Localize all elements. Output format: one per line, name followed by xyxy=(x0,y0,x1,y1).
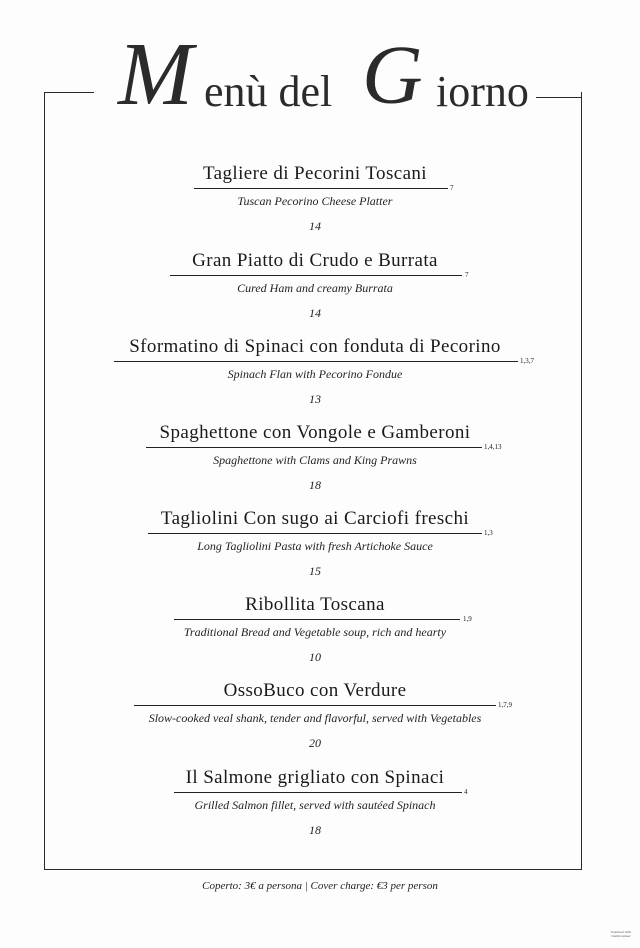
dish-name: Sformatino di Spinaci con fonduta di Pecorino xyxy=(129,336,501,357)
menu-item xyxy=(50,767,580,838)
dish-description: Tuscan Pecorino Cheese Platter xyxy=(237,194,393,208)
title-initial-g: G xyxy=(362,29,423,122)
allergen-codes: 4 xyxy=(464,788,468,796)
dish-description: Grilled Salmon fillet, served with sautéed Spinach xyxy=(194,798,436,812)
dish-underline xyxy=(148,533,482,534)
dish-name: OssoBuco con Verdure xyxy=(223,680,407,701)
allergen-codes: 1,4,13 xyxy=(484,443,502,451)
menu-item xyxy=(50,422,580,493)
dish-description: Cured Ham and creamy Burrata xyxy=(237,281,393,295)
dish-underline xyxy=(174,792,462,793)
allergen-codes: 1,3 xyxy=(484,529,493,537)
dish-name: Gran Piatto di Crudo e Burrata xyxy=(192,250,438,271)
frame-top-right-line xyxy=(536,97,582,98)
dish-underline xyxy=(114,361,518,362)
dish-underline xyxy=(146,447,482,448)
menu-item xyxy=(50,680,580,751)
allergen-codes: 7 xyxy=(465,271,469,279)
dish-name: Ribollita Toscana xyxy=(245,594,385,615)
dish-description: Slow-cooked veal shank, tender and flavorful, served with Vegetables xyxy=(148,711,482,725)
dish-price: 13 xyxy=(309,392,321,406)
menu-item xyxy=(50,250,580,321)
dish-name: Il Salmone grigliato con Spinaci xyxy=(185,767,445,788)
dish-description: Traditional Bread and Vegetable soup, rich and hearty xyxy=(183,625,447,639)
dish-price: 15 xyxy=(309,564,321,578)
dish-description: Long Tagliolini Pasta with fresh Artichoke Sauce xyxy=(197,539,433,553)
dish-name: Tagliere di Pecorini Toscani xyxy=(203,163,427,184)
dish-underline xyxy=(134,705,496,706)
title-initial-m: M xyxy=(118,25,193,124)
frame-top-left-line xyxy=(44,92,94,93)
allergen-codes: 1,9 xyxy=(463,615,472,623)
dish-underline xyxy=(170,275,462,276)
allergen-codes: 1,3,7 xyxy=(520,357,534,365)
menu-item xyxy=(50,163,580,234)
dish-price: 10 xyxy=(309,650,321,664)
title-word-2: iorno xyxy=(436,67,529,116)
allergen-codes: 1,7,9 xyxy=(498,701,512,709)
menu-item xyxy=(50,594,580,665)
dish-name: Tagliolini Con sugo ai Carciofi freschi xyxy=(160,508,470,529)
menu-item xyxy=(50,508,580,579)
dish-price: 20 xyxy=(309,736,321,750)
dish-price: 14 xyxy=(309,219,321,233)
dish-price: 18 xyxy=(309,823,321,837)
dish-name: Spaghettone con Vongole e Gamberoni xyxy=(159,422,471,443)
menu-item xyxy=(50,336,580,407)
dish-description: Spinach Flan with Pecorino Fondue xyxy=(227,367,403,381)
dish-price: 18 xyxy=(309,478,321,492)
allergen-codes: 7 xyxy=(450,184,454,192)
dish-description: Spaghettone with Clams and King Prawns xyxy=(213,453,417,467)
scanner-watermark: Scanned with CamScanner xyxy=(610,930,632,938)
dish-price: 14 xyxy=(309,306,321,320)
dish-underline xyxy=(194,188,448,189)
menu-title xyxy=(100,25,540,124)
cover-charge-note: Coperto: 3€ a persona | Cover charge: €3 per person xyxy=(202,880,438,892)
title-word-1: enù del xyxy=(204,67,333,116)
dish-underline xyxy=(174,619,460,620)
